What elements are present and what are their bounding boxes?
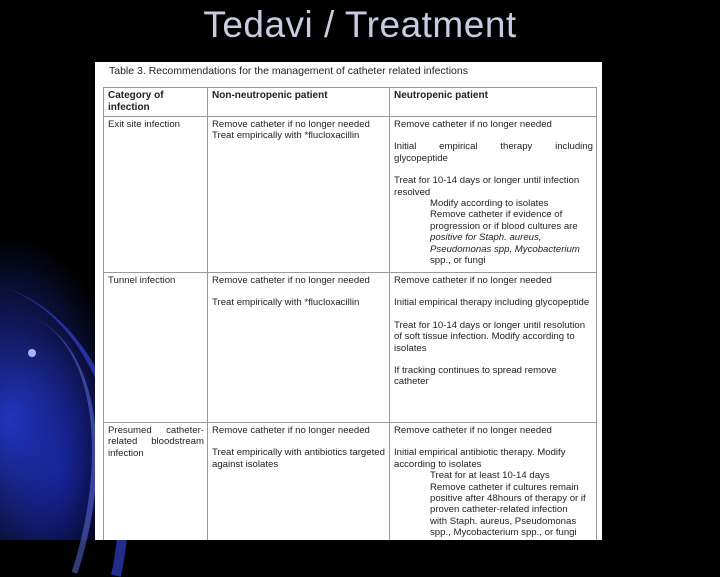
column-header-neutropenic: Neutropenic patient <box>390 88 597 117</box>
word: Initial <box>394 141 417 153</box>
cell-line: with Staph. aureus, Pseudomonas <box>430 515 577 527</box>
cell-line: progression or if blood cultures are <box>430 220 578 232</box>
recommendations-table <box>103 87 597 540</box>
column-header-non-neutropenic: Non-neutropenic patient <box>208 88 390 117</box>
decorative-dot <box>28 349 36 357</box>
cell-line: Treat empirically with *flucloxacillin <box>212 297 360 309</box>
cell-line: glycopeptide <box>394 152 448 164</box>
cell-neutropenic <box>390 117 597 273</box>
cell-line: If tracking continues to spread remove catheter <box>394 365 557 388</box>
cell-line: Treat for 10-14 days or longer until infection resolved <box>394 175 580 198</box>
cell-line: Treat empirically with antibiotics targeted against isolates <box>212 447 385 470</box>
word: bloodstream <box>151 436 204 448</box>
cell-line-justified <box>108 425 204 436</box>
scanned-document <box>95 62 602 540</box>
cell-line: Initial empirical therapy including glycopeptide <box>394 297 590 309</box>
table-header-row <box>104 88 597 117</box>
cell-line-justified <box>108 436 204 447</box>
cell-neutropenic <box>390 273 597 423</box>
cell-line: Remove catheter if evidence of <box>430 209 563 221</box>
table-caption: Table 3. Recommendations for the management of catheter related infections <box>109 65 468 77</box>
table-row-bloodstream <box>104 423 597 541</box>
cell-non-neutropenic <box>208 423 390 541</box>
cell-line: Remove catheter if no longer needed <box>394 119 552 130</box>
word: Presumed <box>108 425 152 436</box>
cell-line: Treat for at least 10-14 days <box>430 470 550 482</box>
cell-non-neutropenic <box>208 273 390 423</box>
cell-line: infection <box>108 447 144 459</box>
cell-line: Treat empirically with *flucloxacillin <box>212 130 360 142</box>
slide-title: Tedavi / Treatment <box>203 4 517 45</box>
cell-category: Tunnel infection <box>104 273 208 423</box>
cell-category <box>104 423 208 541</box>
word: including <box>555 141 593 153</box>
cell-line: Modify according to isolates <box>430 198 549 210</box>
table-row-exit-site <box>104 117 597 273</box>
cell-line: Remove catheter if no longer needed <box>212 119 370 130</box>
cell-neutropenic <box>390 423 597 541</box>
cell-non-neutropenic <box>208 117 390 273</box>
cell-line: spp., or fungi <box>430 255 486 267</box>
table-row-tunnel <box>104 273 597 423</box>
cell-line: Treat for 10-14 days or longer until resolution of soft tissue infection. Modify according to isolates <box>394 319 586 354</box>
cell-line: proven catheter-related infection <box>430 504 568 516</box>
cell-line-justified <box>394 141 593 152</box>
cell-line: positive after 48hours of therapy or if <box>430 493 586 505</box>
cell-line: positive for Staph. aureus, <box>430 232 542 244</box>
indented-block <box>394 470 593 538</box>
cell-line: Pseudomonas spp, Mycobacterium <box>430 243 580 255</box>
word: related <box>108 436 138 448</box>
cell-category: Exit site infection <box>104 117 208 273</box>
column-header-category: Category of infection <box>104 88 208 117</box>
indented-block <box>394 198 593 266</box>
cell-line: Initial empirical antibiotic therapy. Modify according to isolates <box>394 447 566 470</box>
word: therapy <box>500 141 533 153</box>
word: empirical <box>439 141 478 153</box>
word: catheter- <box>166 425 204 436</box>
cell-line: spp., Mycobacterium spp., or fungi <box>430 527 577 539</box>
cell-line: Remove catheter if no longer needed <box>212 425 370 436</box>
cell-line: Remove catheter if no longer needed <box>394 425 552 436</box>
cell-line: Remove catheter if no longer needed <box>394 275 552 286</box>
cell-line: Remove catheter if cultures remain <box>430 481 579 493</box>
cell-line: Remove catheter if no longer needed <box>212 275 370 286</box>
